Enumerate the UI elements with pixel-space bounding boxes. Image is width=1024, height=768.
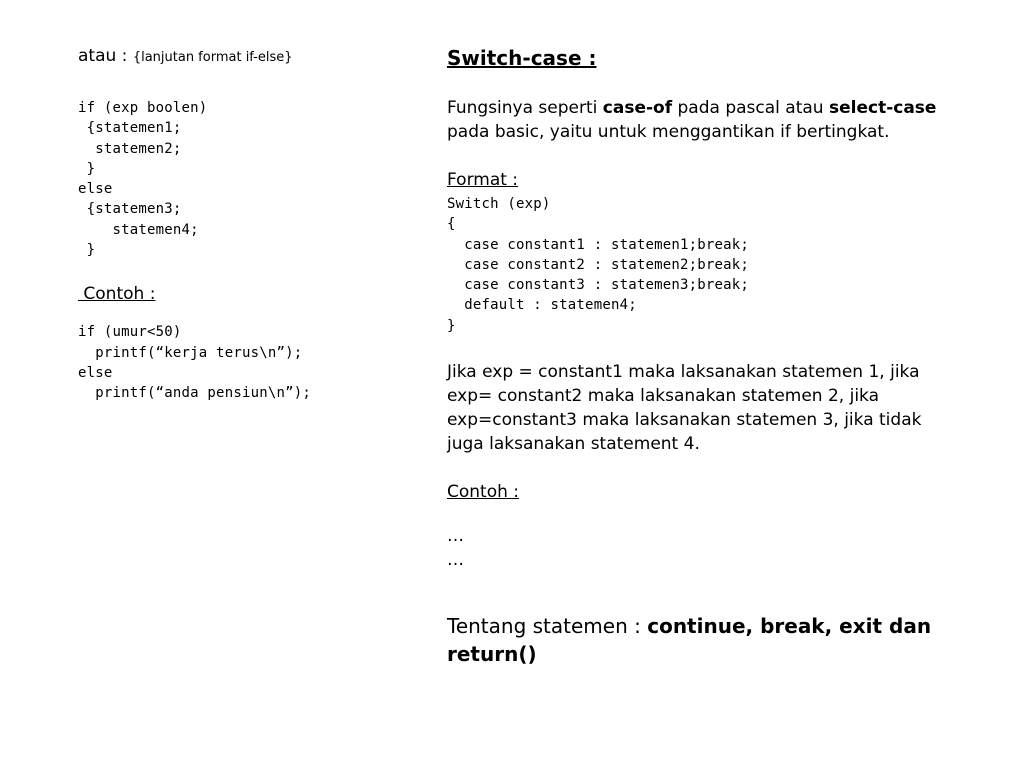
atau-heading: [78, 44, 408, 70]
format-label: Format :: [447, 170, 519, 190]
atau-label: atau :: [78, 46, 133, 66]
desc-part1: Fungsinya seperti: [447, 98, 603, 118]
right-column: [447, 44, 947, 668]
switch-case-title: Switch-case :: [447, 46, 597, 70]
switch-code-block: Switch (exp) { case constant1 : statemen1;break; case constant2 : statemen2;break; case constant3 : statemen3;break; default : statemen4; }: [447, 196, 750, 334]
left-column: [78, 44, 408, 404]
switch-description: [447, 96, 947, 144]
atau-note: {lanjutan format if-else}: [132, 50, 293, 65]
left-contoh-label: Contoh :: [78, 284, 156, 305]
desc-part2: pada pascal atau: [672, 98, 829, 118]
desc-bold-case-of: case-of: [602, 98, 673, 118]
example-code-block: if (umur<50) printf(“kerja terus\n”); else printf(“anda pensiun\n”);: [78, 324, 311, 402]
right-contoh-label: Contoh :: [447, 482, 520, 503]
ifelse-code-block: if (exp boolen) {statemen1; statemen2; } else {statemen3; statemen4; }: [78, 100, 208, 259]
tentang-label: Tentang statemen :: [447, 614, 648, 639]
desc-part3: pada basic, yaitu untuk menggantikan if bertingkat.: [447, 122, 890, 142]
ellipsis-line-1: …: [447, 526, 464, 547]
tentang-statemen: [447, 612, 947, 668]
tentang-keywords: continue, break, exit dan return(): [447, 614, 932, 667]
ellipsis-line-2: …: [447, 550, 464, 571]
desc-bold-select-case: select-case: [828, 98, 937, 118]
switch-explanation: Jika exp = constant1 maka laksanakan statemen 1, jika exp= constant2 maka laksanakan statemen 2, jika exp=constant3 maka laksanakan statemen 3, jika tidak juga laksanakan statement 4.: [447, 362, 922, 455]
